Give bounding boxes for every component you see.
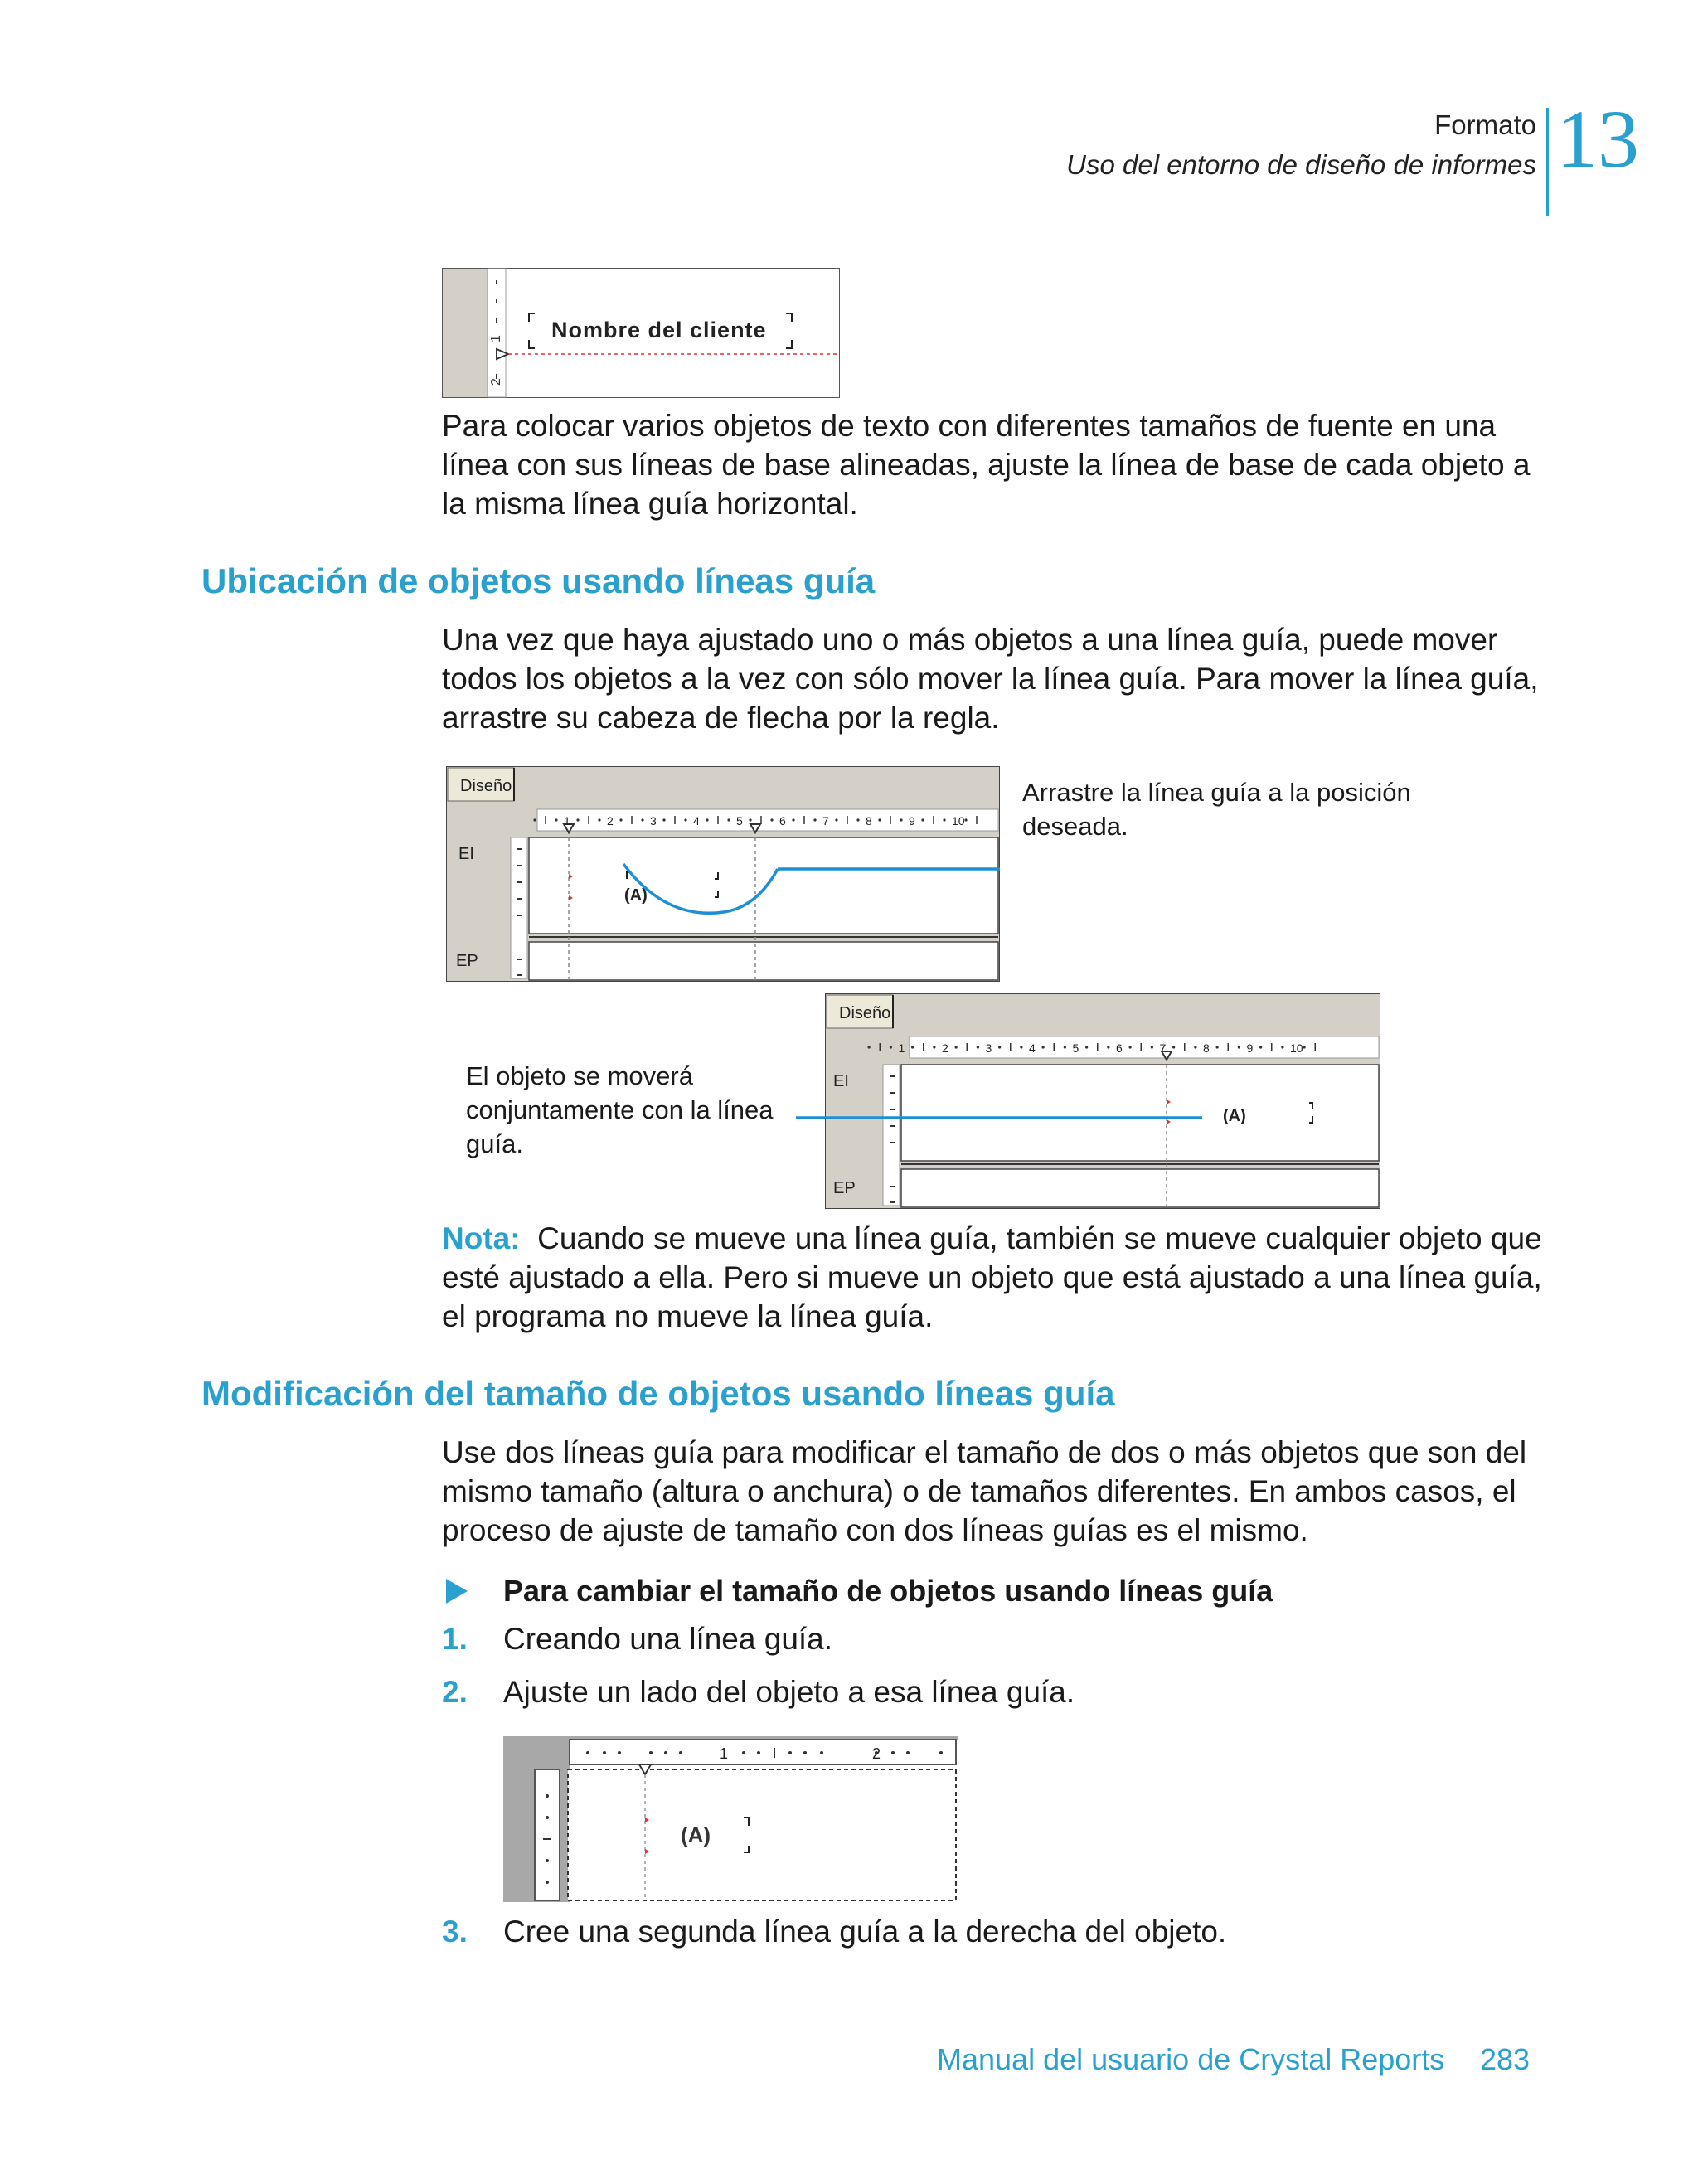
ruler-number: 4 xyxy=(693,814,700,827)
ruler-dot xyxy=(856,818,859,821)
ruler-dot xyxy=(641,818,643,821)
ruler-number: 7 xyxy=(822,814,829,827)
ruler-number: 2 xyxy=(872,1745,881,1762)
vertical-ruler xyxy=(883,1065,900,1206)
ruler-number: 10 xyxy=(952,814,965,827)
ruler-number: 7 xyxy=(1159,1041,1167,1055)
footer-title: Manual del usuario de Crystal Reports xyxy=(937,2042,1445,2076)
ruler-number: 8 xyxy=(1203,1041,1210,1055)
object-label: (A) xyxy=(1223,1107,1246,1125)
ruler-number: 5 xyxy=(736,814,743,827)
paragraph-ubicacion: Una vez que haya ajustado uno o más objetos a una línea guía, puede mover todos los objetos a la vez con sólo mover la línea guía. Para mover la línea guía, arrastre su cabeza de flecha por la regla. xyxy=(442,623,1539,735)
ruler-number: 9 xyxy=(909,814,915,827)
step-2-text: Ajuste un lado del objeto a esa línea guía. xyxy=(503,1675,1075,1709)
ruler-number: 2 xyxy=(607,814,614,827)
ruler-dot xyxy=(533,818,536,821)
ruler-dot xyxy=(749,818,751,821)
ruler-dot xyxy=(555,818,557,821)
ruler-dot xyxy=(977,1046,979,1048)
horizontal-ruler xyxy=(570,1740,956,1764)
design-area xyxy=(568,1769,956,1900)
ruler-number: 2 xyxy=(942,1041,948,1055)
header-divider xyxy=(1546,108,1549,216)
ruler-number: 3 xyxy=(650,814,657,827)
design-area-ep xyxy=(529,942,998,980)
left-gray-panel xyxy=(443,269,488,397)
design-area-ep xyxy=(901,1169,1379,1207)
ruler-dot xyxy=(1194,1046,1196,1048)
ruler-dot xyxy=(727,818,730,821)
ruler-number: 3 xyxy=(985,1041,992,1055)
ruler-dot xyxy=(1303,1046,1306,1048)
ruler-dot xyxy=(576,818,579,821)
procedure-title: Para cambiar el tamaño de objetos usando líneas guía xyxy=(503,1574,1274,1608)
ruler-number: 1 xyxy=(720,1745,729,1762)
ruler-dot xyxy=(900,818,902,821)
paragraph-modificacion: Use dos líneas guía para modificar el tamaño de dos o más objetos que son del mismo tamaño (altura o anchura) o de tamaños diferentes. En ambos casos, el proceso de ajuste de tamaño con dos líneas guías es el mismo. xyxy=(442,1435,1527,1547)
section-label-ep: EP xyxy=(833,1179,856,1197)
ruler-number: 1 xyxy=(564,814,570,827)
section-label-ei: EI xyxy=(833,1072,849,1090)
horizontal-ruler xyxy=(910,1036,1379,1058)
note-text: Cuando se mueve una línea guía, también se mueve cualquier objeto que esté ajustado a ella. Pero si mueve un objeto que está ajustado a una línea guía, el programa no mueve la línea guía. xyxy=(442,1221,1542,1333)
procedure-arrow-icon xyxy=(444,1577,469,1605)
ruler-number: 6 xyxy=(1116,1041,1123,1055)
ruler-dot xyxy=(1216,1046,1219,1048)
ruler-number: 5 xyxy=(1072,1041,1079,1055)
tab-label: Diseño xyxy=(839,1004,891,1022)
ruler-dot xyxy=(921,818,924,821)
callout-line xyxy=(796,1109,1210,1126)
ruler-number: 1 xyxy=(898,1041,905,1055)
ruler-dot xyxy=(1042,1046,1045,1048)
ruler-dot xyxy=(598,818,600,821)
section-label-ep: EP xyxy=(456,952,478,970)
callout-object-moves: El objeto se moverá conjuntamente con la línea guía. xyxy=(466,1061,774,1158)
ruler-number: 1 xyxy=(489,335,503,342)
ruler-dot xyxy=(868,1046,871,1048)
design-area-ei xyxy=(529,837,998,934)
object-label: (A) xyxy=(624,886,648,905)
ruler-dot xyxy=(890,1046,892,1048)
ruler-dot xyxy=(955,1046,958,1048)
step-3-text: Cree una segunda línea guía a la derecha del objeto. xyxy=(503,1915,1227,1949)
ruler-number: 9 xyxy=(1246,1041,1254,1055)
section-label-ei: EI xyxy=(458,845,474,863)
ruler-dot xyxy=(1281,1046,1283,1048)
ruler-dot xyxy=(662,818,665,821)
ruler-dot xyxy=(1151,1046,1153,1048)
ruler-dot xyxy=(943,818,945,821)
object-label: Nombre del cliente xyxy=(551,318,767,342)
ruler-dot xyxy=(770,818,773,821)
ruler-dot xyxy=(792,818,794,821)
ruler-dot xyxy=(1172,1046,1175,1048)
section-heading-ubicacion: Ubicación de objetos usando líneas guía xyxy=(201,561,876,600)
ruler-dot xyxy=(911,1046,914,1048)
figure-snap-side xyxy=(503,1736,958,1902)
step-1-text: Creando una línea guía. xyxy=(503,1622,833,1656)
ruler-number: 8 xyxy=(866,814,872,827)
header-title: Formato xyxy=(1434,109,1536,140)
step-2-number: 2. xyxy=(442,1675,468,1709)
chapter-number: 13 xyxy=(1556,93,1639,185)
paragraph-baseline: Para colocar varios objetos de texto con diferentes tamaños de fuente en una línea con sus líneas de base alineadas, ajuste la línea de base de cada objeto a la misma línea guía horizontal. xyxy=(442,409,1531,521)
vertical-ruler xyxy=(511,837,527,978)
ruler-dot xyxy=(1259,1046,1262,1048)
ruler-dot xyxy=(813,818,816,821)
ruler-dot xyxy=(1064,1046,1066,1048)
figure-guide-baseline xyxy=(442,268,840,398)
ruler-number: 2 xyxy=(489,378,503,386)
ruler-dot xyxy=(835,818,837,821)
ruler-dot xyxy=(1085,1046,1088,1048)
note-label: Nota: xyxy=(442,1221,521,1255)
ruler-dot xyxy=(1107,1046,1109,1048)
ruler-dot xyxy=(964,818,967,821)
ruler-dot xyxy=(684,818,686,821)
ruler-dot xyxy=(1020,1046,1022,1048)
ruler-dot xyxy=(878,818,881,821)
ruler-dot xyxy=(706,818,708,821)
ruler-number: 10 xyxy=(1290,1041,1303,1055)
object-label: (A) xyxy=(681,1822,711,1847)
callout-drag-guide: Arrastre la línea guía a la posición deseada. xyxy=(1022,778,1411,841)
section-heading-modificacion: Modificación del tamaño de objetos usando líneas guía xyxy=(201,1374,1115,1413)
ruler-dot xyxy=(998,1046,1001,1048)
ruler-number: 4 xyxy=(1029,1041,1036,1055)
figure-object-moves xyxy=(825,993,1380,1209)
ruler-dot xyxy=(619,818,622,821)
ruler-number: 6 xyxy=(779,814,786,827)
step-3-number: 3. xyxy=(442,1915,468,1949)
tab-label: Diseño xyxy=(460,777,512,795)
page-number: 283 xyxy=(1480,2042,1531,2076)
header-subtitle: Uso del entorno de diseño de informes xyxy=(1066,149,1536,180)
note xyxy=(442,1219,1545,1336)
step-1-number: 1. xyxy=(442,1622,468,1656)
ruler-dot xyxy=(1129,1046,1132,1048)
figure-drag-guide xyxy=(446,766,1000,982)
ruler-dot xyxy=(933,1046,935,1048)
ruler-dot xyxy=(1238,1046,1240,1048)
